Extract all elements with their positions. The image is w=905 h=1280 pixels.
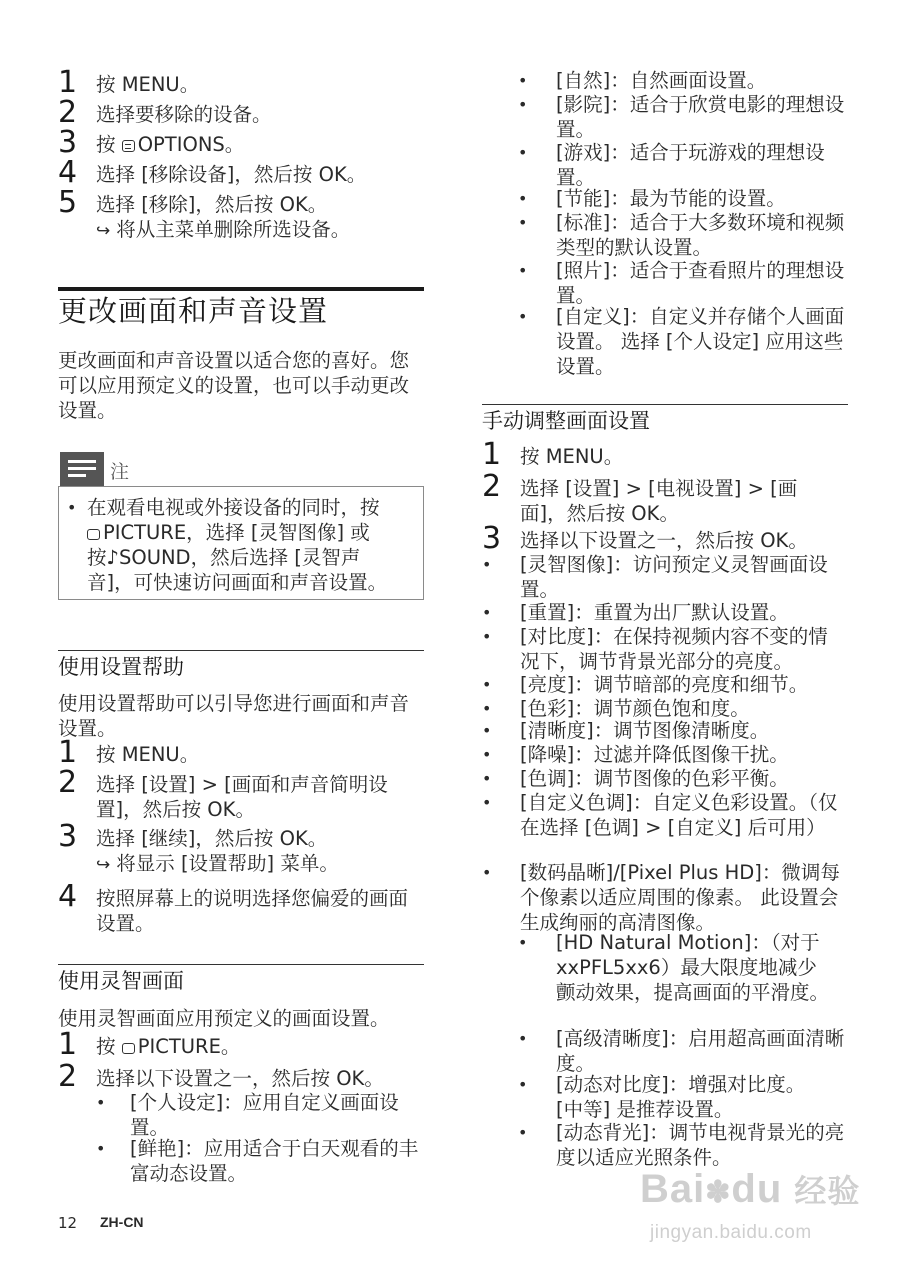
options-icon [122, 140, 135, 152]
step-text-2: PICTURE。 [137, 1035, 241, 1058]
subsection-title: 使用设置帮助 [58, 655, 184, 679]
watermark-brand-2: du [731, 1167, 783, 1211]
step-text: 选择要移除的设备。 [96, 103, 272, 126]
step-number: 3 [58, 125, 78, 160]
subsection-title: 手动调整画面设置 [482, 409, 650, 433]
note-line-4: 音]，可快速访问画面和声音设置。 [87, 571, 388, 594]
step-number: 1 [482, 437, 502, 472]
step-text: 选择 [移除设备]，然后按 OK。 [96, 163, 367, 186]
watermark-cn: 经验 [794, 1172, 861, 1210]
step-number: 4 [58, 879, 78, 914]
step-number: 3 [482, 521, 502, 556]
picture-icon [122, 1043, 135, 1054]
step-number: 2 [58, 1059, 78, 1094]
note-line-3b: SOUND，然后选择 [灵智声 [118, 546, 361, 569]
step-text: 按 [96, 133, 122, 156]
step-text: 选择以下设置之一，然后按 OK。 [520, 529, 808, 552]
step-number: 2 [58, 765, 78, 800]
note-line-2: PICTURE，选择 [灵智图像] 或 [103, 521, 370, 544]
paw-icon: ✽ [705, 1176, 732, 1209]
step-text: 按照屏幕上的说明选择您偏爱的画面设置。 [96, 887, 409, 935]
step-number: 3 [58, 819, 78, 854]
subsection-rule [58, 964, 424, 965]
section-intro: 更改画面和声音设置以适合您的喜好。您可以应用预定义的设置，也可以手动更改设置。 [58, 349, 410, 422]
step-number: 5 [58, 185, 78, 220]
result-arrow-icon: ↪ [96, 855, 111, 875]
section-title: 更改画面和声音设置 [58, 294, 329, 328]
step-text: 按 MENU。 [96, 743, 200, 766]
language-code: ZH-CN [100, 1214, 144, 1230]
subsection-intro: 使用灵智画面应用预定义的画面设置。 [58, 1007, 390, 1030]
subsection-title: 使用灵智画面 [58, 969, 184, 993]
note-icon [60, 452, 104, 486]
step-text: 选择 [设置] > [画面和声音简明设置]，然后按 OK。 [96, 773, 388, 821]
step-number: 2 [58, 95, 78, 130]
note-box: • 在观看电视或外接设备的同时，按 PICTURE，选择 [灵智图像] 或 按♪SOUND，然后选择 [灵智声 音]，可快速访问画面和声音设置。 [58, 486, 424, 600]
baidu-watermark [640, 1160, 870, 1260]
step-result: 将显示 [设置帮助] 菜单。 [116, 852, 339, 875]
result-arrow-icon: ↪ [96, 221, 111, 241]
step-number: 2 [482, 469, 502, 504]
step-text: 选择以下设置之一，然后按 OK。 [96, 1067, 384, 1090]
step-text: 选择 [移除]，然后按 OK。 [96, 193, 328, 216]
step-text: 按 MENU。 [96, 73, 200, 96]
step-text-2: OPTIONS。 [137, 133, 245, 156]
step-result: 将从主菜单删除所选设备。 [116, 218, 351, 241]
step-number: 4 [58, 155, 78, 190]
note-line-1: 在观看电视或外接设备的同时，按 [87, 496, 380, 519]
step-number: 1 [58, 735, 78, 770]
picture-icon [87, 529, 100, 540]
note-line-3a: 按 [87, 546, 107, 569]
step-text: 选择 [设置] > [电视设置] > [画面]，然后按 OK。 [520, 477, 798, 525]
subsection-intro: 使用设置帮助可以引导您进行画面和声音设置。 [58, 692, 410, 740]
step-text: 选择 [继续]，然后按 OK。 [96, 827, 328, 850]
section-rule [58, 287, 424, 291]
step-number: 1 [58, 65, 78, 100]
watermark-url: jingyan.baidu.com [650, 1222, 812, 1243]
page-number: 12 [58, 1214, 78, 1232]
subsection-rule [58, 650, 424, 651]
step-number: 1 [58, 1027, 78, 1062]
note-label: 注 [110, 461, 130, 483]
step-text: 按 [96, 1035, 116, 1058]
sound-icon: ♪ [106, 546, 119, 569]
step-text: 按 MENU。 [520, 445, 624, 468]
watermark-brand: Bai [640, 1167, 706, 1211]
subsection-rule [482, 404, 848, 405]
